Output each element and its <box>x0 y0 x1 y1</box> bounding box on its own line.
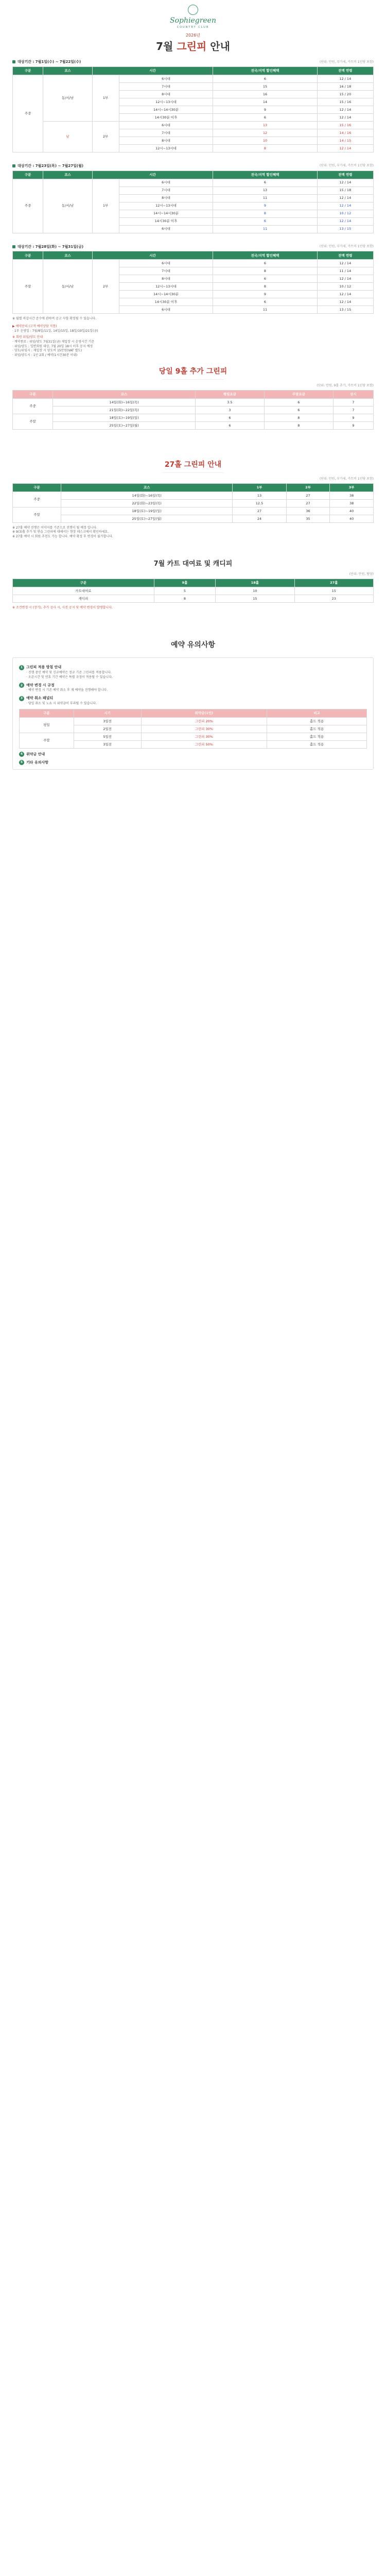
brand-sub: COUNTRY CLUB <box>177 25 209 29</box>
value-cell: 9 <box>333 414 373 421</box>
table-row <box>13 595 374 602</box>
value-cell: 12 <box>213 129 317 137</box>
value-cell: 14 / 16 <box>317 129 373 137</box>
value-cell: 12 / 14 <box>317 144 373 152</box>
value-cell: 15 <box>216 595 294 602</box>
group-cell: 주중 <box>13 398 53 414</box>
period2-section <box>0 160 386 233</box>
bullet-icon <box>12 60 15 63</box>
value-cell: 5일전 <box>74 733 141 740</box>
value-cell: 3일전 <box>74 717 141 725</box>
value-cell: 7 <box>333 406 373 414</box>
period3-title: 대상기간 : 7월28일(화) ~ 7월31일(금) (단위: 만원, 부가세, 카트비 1인당 포함) <box>12 241 374 249</box>
part-cell: 1부 <box>92 75 119 121</box>
period1-title: 대상기간 : 7월1일(수) ~ 7월22일(수) (단위: 만원, 부가세, 카트비 1인당 포함) <box>12 56 374 64</box>
course-cell: 동/서/남 <box>43 75 92 121</box>
value-cell: 6 <box>195 421 264 429</box>
value-cell: 12 / 14 <box>317 179 373 187</box>
value-cell: 6 <box>264 398 333 406</box>
table-row <box>13 587 374 595</box>
time-cell: 14시30분 이후 <box>119 113 213 121</box>
value-cell: 6 <box>213 275 317 283</box>
group-cell: 주말 <box>13 414 53 429</box>
value-cell: 12 / 14 <box>317 194 373 202</box>
value-cell: 12 / 14 <box>317 217 373 225</box>
value-cell: 27 <box>233 507 286 515</box>
time-cell: 14시30분 이후 <box>119 217 213 225</box>
day-cell: 주중 <box>13 75 43 152</box>
value-cell: 8 <box>264 421 333 429</box>
value-cell: 6 <box>213 179 317 187</box>
value-cell: 홀드 적용 <box>267 740 367 748</box>
value-cell: 18일(토)~19일(일) <box>61 507 233 515</box>
section9-title: 당일 9홀 추가 그린피 <box>0 358 386 380</box>
value-cell: 10 <box>216 587 294 595</box>
value-cell: 11 <box>213 194 317 202</box>
group-cell: 주중 <box>13 492 61 507</box>
table-row <box>13 121 374 129</box>
value-cell: 12 / 14 <box>317 298 373 306</box>
value-cell: 21일(화)~22일(목) <box>53 406 196 414</box>
value-cell: 38 <box>330 492 374 499</box>
value-cell: 6 <box>195 414 264 421</box>
bullet-icon <box>12 245 15 248</box>
time-cell: 7시대 <box>119 187 213 194</box>
value-cell: 23 <box>294 595 373 602</box>
policy-title: 예약 유의사항 <box>170 641 216 650</box>
part-cell: 2부 <box>92 121 119 152</box>
value-cell: 6 <box>264 406 333 414</box>
time-cell: 6시대 <box>119 121 213 129</box>
value-cell: 8 <box>264 414 333 421</box>
value-cell: 25일(토)~27일(월) <box>53 421 196 429</box>
value-cell: 3.5 <box>195 398 264 406</box>
table-row <box>13 260 374 267</box>
table-row <box>13 507 374 515</box>
value-cell: 36 <box>286 507 330 515</box>
time-cell: 8시대 <box>119 90 213 98</box>
value-cell: 홀드 적용 <box>267 725 367 733</box>
value-cell: 5 <box>154 587 215 595</box>
time-cell: 12시~13시대 <box>119 283 213 291</box>
value-cell: 9 <box>333 421 373 429</box>
value-cell: 15 / 16 <box>317 98 373 106</box>
time-cell: 6시대 <box>119 260 213 267</box>
period2-title: 대상기간 : 7월23일(목) ~ 7월27일(월) (단위: 만원, 부가세, 카트비 1인당 포함) <box>12 160 374 168</box>
policy-box: 1 그린피 적용 방침 안내 · 진행 중인 예약 및 신규예약은 정규 기준 그린피를 적용합니다. · 오픈시간 및 연휴 기간 예약은 특별 규정이 적용될 수 있습니다. 2 예약 변경 시 규정 · 예약 변경 시 기존 예약 취소 후 재 예약을 진행해야 합니다. 3 예약 취소 패널티 · 당일 취소 및 노쇼 시 위약금이 부과될 수 있습니다. 구분 시기 위약금(1인) 비고 평일 3일전 그린피 20% 홀드 적용 2일전 그린피 30% 홀드 적용 주말 5일전 그린피 30% 홀드 적용 3일전 그린피 50% 홀드 적용 4 위약금 안내 5 기타 유의사항 <box>12 657 374 770</box>
cart-table: 구분 9홀 18홀 27홀 카트대여료 5 10 15 캐디피 8 15 23 <box>12 579 374 603</box>
value-cell: 13 <box>233 492 286 499</box>
part-cell: 2부 <box>92 260 119 314</box>
value-cell: 16 / 18 <box>317 82 373 90</box>
hero-year: 2026년 <box>185 33 201 38</box>
time-cell: 6시대 <box>119 225 213 233</box>
cart-title: 7월 카트 대여료 및 캐디피 <box>153 560 233 568</box>
group-cell: 주말 <box>20 733 74 748</box>
value-cell: 18일(토)~19일(일) <box>53 414 196 421</box>
value-cell: 38 <box>330 499 374 507</box>
bullet-icon <box>12 164 15 167</box>
value-cell: 6 <box>213 298 317 306</box>
table-row <box>13 499 374 507</box>
value-cell: 16 <box>213 90 317 98</box>
value-cell: 40 <box>330 515 374 522</box>
value-cell: 11 <box>213 306 317 314</box>
value-cell: 8 <box>213 267 317 275</box>
section27-table: 구분 코스 1부 2부 3부 주중 14일(화)~16일(목) 13 27 38 22일(화)~23일(목) 12.5 27 38 주말 18일(토)~19일(일) 27 36 40 25일(토)~27일(월) 24 35 40 <box>12 483 374 523</box>
value-cell: 27 <box>286 492 330 499</box>
period2-table: 구분 코스 시간 전국/지역 할인혜택 전액 연령 주중 동/서/남 1부 6시대 6 12 / 14 7시대 13 15 / 18 8시대 11 12 / 14 12시~13시대 9 12 / 14 14시~14시30분 8 10 / 12 14시30분 이후 6 12 / 14 6시대 11 13 / 15 <box>12 171 374 233</box>
value-cell: 7 <box>333 398 373 406</box>
value-cell: 6 <box>213 217 317 225</box>
time-cell: 12시~13시대 <box>119 98 213 106</box>
value-cell: 6 <box>213 260 317 267</box>
course-cell: 동/서/남 <box>43 260 92 314</box>
table-row <box>13 406 374 414</box>
value-cell: 12 / 14 <box>317 260 373 267</box>
value-cell: 40 <box>330 507 374 515</box>
table-row <box>20 733 367 740</box>
logo-icon <box>188 5 198 15</box>
table-row <box>13 179 374 187</box>
value-cell: 11 / 14 <box>317 267 373 275</box>
penalty-table: 구분 시기 위약금(1인) 비고 평일 3일전 그린피 20% 홀드 적용 2일전 그린피 30% 홀드 적용 주말 5일전 그린피 30% 홀드 적용 3일전 그린피 50% 홀드 적용 <box>19 709 367 749</box>
page-title: 7월 그린피 안내 <box>156 40 230 53</box>
value-cell: 그린피 30% <box>141 725 267 733</box>
course-cell: 남 <box>43 121 92 152</box>
value-cell: 15 <box>213 82 317 90</box>
value-cell: 12 / 14 <box>317 113 373 121</box>
time-cell: 7시대 <box>119 129 213 137</box>
value-cell: 15 / 16 <box>317 121 373 129</box>
value-cell: 캐디피 <box>13 595 154 602</box>
day-cell: 주말 <box>13 260 43 314</box>
page-hero <box>0 29 386 56</box>
value-cell: 22일(화)~23일(목) <box>61 499 233 507</box>
time-cell: 14시30분 이후 <box>119 298 213 306</box>
table-row <box>13 421 374 429</box>
value-cell: 12.5 <box>233 499 286 507</box>
value-cell: 10 <box>213 137 317 144</box>
value-cell: 25일(토)~27일(월) <box>61 515 233 522</box>
value-cell: 12 / 14 <box>317 106 373 113</box>
period3-section <box>0 241 386 314</box>
table-row <box>13 398 374 406</box>
notes-block: ※ 월별 마감시간 준수에 관하여 공고 사항 확정될 수 있습니다. ▶ 예약문의 (고객 예약상담 직통) · 1부 운영일 : 7월/8일/11일, 14일/15일, 18일/19일/21일(금) ※ 회원 위임/양도 안내 · 계약종료 : 위임/양도 7월31일(금) 재입장 시 운영시간 기준 · 위임/양도 : 일반회원 대상, 7월 20일 18시 이후 공지 예정 · 양도/위임시 : 재입장 시 양도비 15만원(VAT 별도) · 위임/양도시 : 1인 2회 / 예약(1시간30분 이내) <box>12 317 98 358</box>
time-cell: 14시~14시30분 <box>119 291 213 298</box>
value-cell: 6 <box>213 113 317 121</box>
table-row <box>20 717 367 725</box>
period1-table: 구분 코스 시간 전국/지역 할인혜택 전액 연령 주중 동/서/남 1부 6시대 6 12 / 14 7시대 15 16 / 18 8시대 16 15 / 20 12시~13시대 14 15 / 16 14시~14시30분 9 12 / 14 14시30분 이후 6 12 / 14 남 2부 6시대 13 15 / 16 7시대 12 14 / 16 8시대 10 14 / 15 12시~13시대 8 12 / 14 <box>12 66 374 152</box>
brand-name: Sophiegreen <box>169 16 216 25</box>
time-cell: 6시대 <box>119 306 213 314</box>
value-cell: 14일(화)~16일(목) <box>53 398 196 406</box>
value-cell: 24 <box>233 515 286 522</box>
brand-logo <box>0 0 386 29</box>
value-cell: 그린피 30% <box>141 733 267 740</box>
value-cell: 12 / 14 <box>317 275 373 283</box>
value-cell: 카트대여료 <box>13 587 154 595</box>
value-cell: 11 <box>213 225 317 233</box>
time-cell: 12시~13시대 <box>119 202 213 210</box>
value-cell: 10 / 12 <box>317 283 373 291</box>
table-row <box>13 492 374 499</box>
value-cell: 9 <box>213 202 317 210</box>
section27-notes: ※ 27홀 예약 진행은 이약지를 기준으로 진행이 될 예정 입니다. ※ 9(3)홀 추가 및 연습 그린피에 대해서는 현장 데스크에서 확인하세요. ※ 27홀 예약 시 회원 추천도 가능 합니다. 예약 확정 후 변경이 불가합니다. <box>12 526 113 539</box>
period3-table: 구분 코스 시간 전국/지역 할인혜택 전액 연령 주말 동/서/남 2부 6시대 6 12 / 14 7시대 8 11 / 14 8시대 6 12 / 14 12시~13시대 8 10 / 12 14시~14시30분 9 12 / 14 14시30분 이후 6 12 / 14 6시대 11 13 / 15 <box>12 251 374 314</box>
value-cell: 14 <box>213 98 317 106</box>
value-cell: 홀드 적용 <box>267 733 367 740</box>
value-cell: 그린피 50% <box>141 740 267 748</box>
table-row <box>13 414 374 421</box>
value-cell: 27 <box>286 499 330 507</box>
value-cell: 8 <box>213 210 317 217</box>
value-cell: 9 <box>213 106 317 113</box>
value-cell: 10 / 12 <box>317 210 373 217</box>
time-cell: 8시대 <box>119 275 213 283</box>
value-cell: 그린피 20% <box>141 717 267 725</box>
value-cell: 3일전 <box>74 740 141 748</box>
time-cell: 6시대 <box>119 75 213 82</box>
value-cell: 홀드 적용 <box>267 717 367 725</box>
time-cell: 8시대 <box>119 194 213 202</box>
time-cell: 7시대 <box>119 82 213 90</box>
value-cell: 8 <box>154 595 215 602</box>
value-cell: 12 / 14 <box>317 75 373 82</box>
table-row <box>13 75 374 82</box>
value-cell: 12 / 14 <box>317 202 373 210</box>
part-cell: 1부 <box>92 179 119 233</box>
value-cell: 9 <box>213 291 317 298</box>
value-cell: 6 <box>213 75 317 82</box>
value-cell: 35 <box>286 515 330 522</box>
value-cell: 8 <box>213 283 317 291</box>
time-cell: 14시~14시30분 <box>119 106 213 113</box>
group-cell: 주말 <box>13 507 61 522</box>
time-cell: 12시~13시대 <box>119 144 213 152</box>
period1-section <box>0 56 386 152</box>
section27-title: 27홀 그린피 안내 <box>0 430 386 473</box>
value-cell: 13 <box>213 121 317 129</box>
group-cell: 평일 <box>20 717 74 733</box>
time-cell: 6시대 <box>119 179 213 187</box>
value-cell: 13 / 15 <box>317 225 373 233</box>
time-cell: 8시대 <box>119 137 213 144</box>
section9-table: 구분 코스 평일요금 주말요금 상시 주중 14일(화)~16일(목) 3.5 6 7 21일(화)~22일(목) 3 6 7 주말 18일(토)~19일(일) 6 8 9 25일(토)~27일(월) 6 8 9 <box>12 390 374 430</box>
value-cell: 14 / 15 <box>317 137 373 144</box>
table-row <box>13 515 374 522</box>
time-cell: 7시대 <box>119 267 213 275</box>
day-cell: 주중 <box>13 179 43 233</box>
value-cell: 2일전 <box>74 725 141 733</box>
value-cell: 3 <box>195 406 264 414</box>
value-cell: 12 / 14 <box>317 291 373 298</box>
course-cell: 동/서/남 <box>43 179 92 233</box>
value-cell: 8 <box>213 144 317 152</box>
value-cell: 15 / 18 <box>317 187 373 194</box>
value-cell: 15 / 20 <box>317 90 373 98</box>
time-cell: 14시~14시30분 <box>119 210 213 217</box>
value-cell: 14일(화)~16일(목) <box>61 492 233 499</box>
value-cell: 13 <box>213 187 317 194</box>
value-cell: 15 <box>294 587 373 595</box>
value-cell: 13 / 15 <box>317 306 373 314</box>
